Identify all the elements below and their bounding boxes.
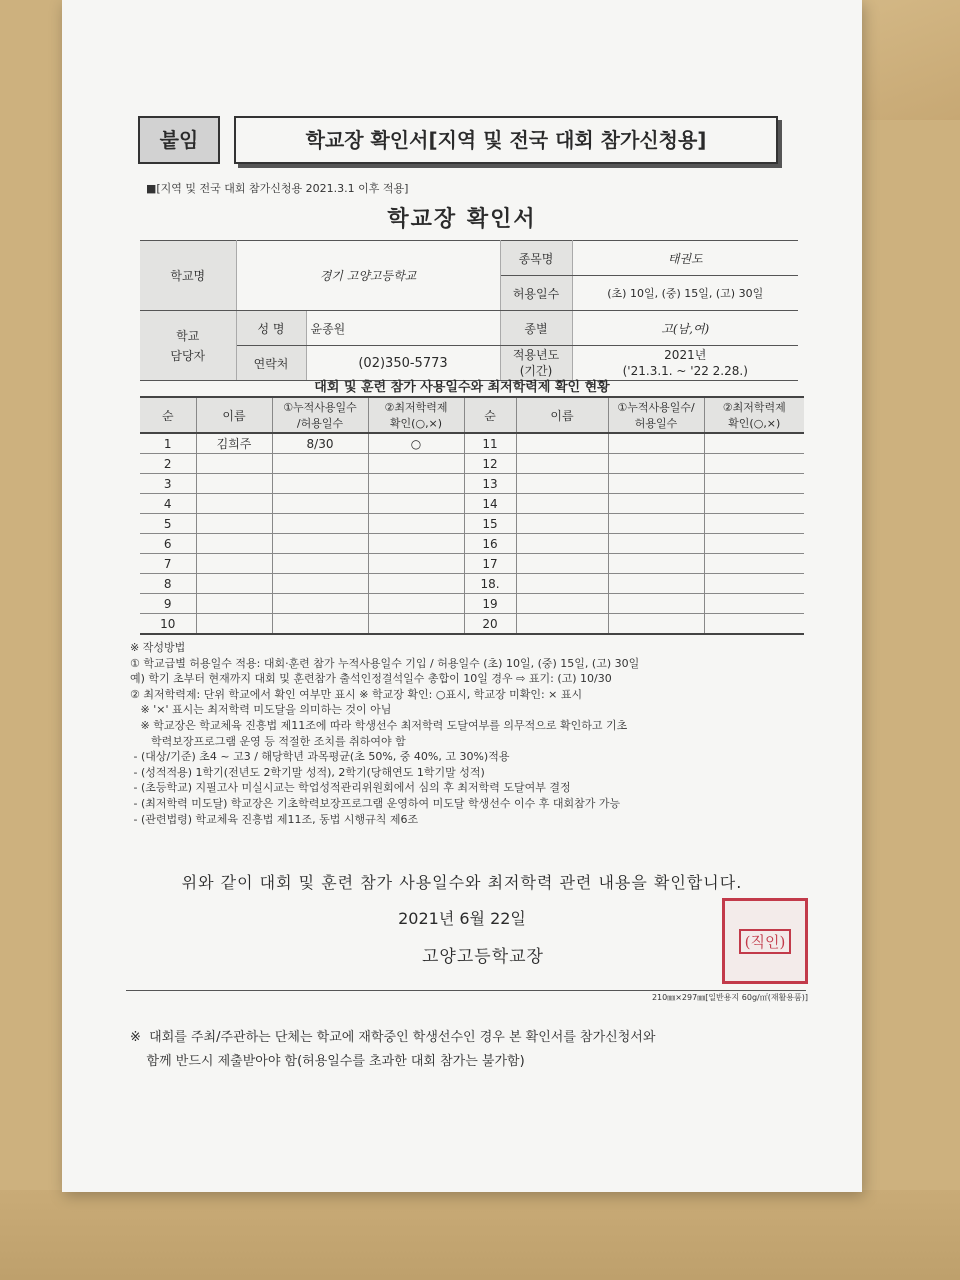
roster-left-name — [196, 554, 272, 574]
roster-right-check — [704, 614, 804, 635]
attachment-tag: 붙임 — [138, 116, 220, 164]
roster-left-name — [196, 494, 272, 514]
roster-right-check — [704, 534, 804, 554]
roster-right-check — [704, 514, 804, 534]
roster-left-name — [196, 534, 272, 554]
roster-right-check — [704, 494, 804, 514]
roster-right-used — [608, 454, 704, 474]
roster-left-name: 김희주 — [196, 433, 272, 454]
roster-left-name — [196, 574, 272, 594]
manager-name: 윤종원 — [306, 311, 500, 346]
sport-label: 종목명 — [500, 241, 572, 276]
roster-left-used — [272, 494, 368, 514]
roster-left-used — [272, 454, 368, 474]
roster-row — [140, 554, 804, 574]
roster-right-check — [704, 574, 804, 594]
footer-line: 함께 반드시 제출받아야 함(허용일수를 초과한 대회 참가는 불가함) — [130, 1054, 525, 1069]
name-label: 성 명 — [236, 311, 306, 346]
roster-left-check — [368, 454, 464, 474]
roster-left-no: 2 — [140, 454, 196, 474]
paper-spec: 210㎜×297㎜[일반용지 60g/㎡(재활용품)] — [651, 993, 808, 1002]
roster-left-name — [196, 614, 272, 635]
manager-label: 학교 담당자 — [140, 311, 236, 381]
instruction-line: 학력보장프로그램 운영 등 적절한 조치를 취하여야 함 — [130, 734, 406, 748]
roster-row — [140, 474, 804, 494]
form-title-box: 학교장 확인서[지역 및 전국 대회 참가신청용] — [234, 116, 778, 164]
roster-left-used — [272, 534, 368, 554]
header-name-right: 이름 — [516, 397, 608, 433]
roster-left-used — [272, 514, 368, 534]
official-seal — [722, 898, 808, 984]
roster-left-check — [368, 534, 464, 554]
roster-row — [140, 494, 804, 514]
roster-header-row — [140, 397, 804, 433]
roster-left-name — [196, 454, 272, 474]
category-label: 종별 — [500, 311, 572, 346]
roster-right-no: 13 — [464, 474, 516, 494]
contact-label: 연락처 — [236, 346, 306, 381]
roster-left-no: 1 — [140, 433, 196, 454]
instruction-line: ※ 학교장은 학교체육 진흥법 제11조에 따라 학생선수 최저학력 도달여부를 의무적으로 확인하고 기초 — [130, 718, 628, 732]
writing-instructions — [130, 640, 830, 827]
document-paper — [62, 0, 862, 1192]
roster-right-check — [704, 594, 804, 614]
roster-right-no: 11 — [464, 433, 516, 454]
roster-table — [140, 396, 804, 635]
roster-left-name — [196, 474, 272, 494]
instruction-line: - (최저학력 미도달) 학교장은 기초학력보장프로그램 운영하여 미도달 학생선수 이수 후 대회참가 가능 — [130, 796, 621, 810]
roster-row — [140, 514, 804, 534]
header-used-right: ①누적사용일수/ 허용일수 — [608, 397, 704, 433]
envelope-bottom — [0, 1190, 960, 1280]
roster-right-used — [608, 554, 704, 574]
roster-left-no: 5 — [140, 514, 196, 534]
roster-right-used — [608, 594, 704, 614]
applies-note: ■[지역 및 전국 대회 참가신청용 2021.3.1 이후 적용] — [146, 182, 409, 195]
roster-right-no: 16 — [464, 534, 516, 554]
roster-right-no: 17 — [464, 554, 516, 574]
roster-right-name — [516, 474, 608, 494]
header-check: ②최저학력제 확인(○,×) — [368, 397, 464, 433]
seal-label: (직인) — [739, 929, 792, 954]
roster-left-check: ○ — [368, 433, 464, 454]
roster-row — [140, 534, 804, 554]
roster-body — [140, 433, 804, 634]
roster-left-used — [272, 474, 368, 494]
roster-left-name — [196, 514, 272, 534]
roster-left-no: 10 — [140, 614, 196, 635]
roster-right-no: 12 — [464, 454, 516, 474]
category-value: 고(남,여) — [572, 311, 798, 346]
roster-right-check — [704, 433, 804, 454]
roster-row — [140, 454, 804, 474]
roster-left-check — [368, 514, 464, 534]
school-info-table — [140, 240, 798, 381]
instruction-line: - (초등학교) 지필고사 미실시교는 학업성적관리위원회에서 심의 후 최저학력 도달여부 결정 — [130, 781, 571, 795]
roster-left-used — [272, 594, 368, 614]
roster-right-used — [608, 433, 704, 454]
header-used: ①누적사용일수 /허용일수 — [272, 397, 368, 433]
instruction-line: - (대상/기준) 초4 ~ 고3 / 해당학년 과목평균(초 50%, 중 40%, 고 30%)적용 — [130, 750, 510, 764]
roster-right-name — [516, 554, 608, 574]
period-value: ('21.3.1. ~ '22 2.28.) — [622, 364, 748, 378]
instruction-line: ② 최저학력제: 단위 학교에서 확인 여부만 표시 ※ 학교장 확인: ○표시, 학교장 미확인: × 표시 — [130, 687, 583, 701]
roster-right-no: 18. — [464, 574, 516, 594]
roster-right-used — [608, 534, 704, 554]
header-seq-right: 순 — [464, 397, 516, 433]
roster-left-check — [368, 554, 464, 574]
year-label: 적용년도 (기간) — [500, 346, 572, 381]
roster-right-name — [516, 534, 608, 554]
roster-right-no: 20 — [464, 614, 516, 635]
roster-left-used — [272, 614, 368, 635]
roster-right-used — [608, 494, 704, 514]
roster-right-name — [516, 594, 608, 614]
roster-right-check — [704, 454, 804, 474]
principal-title: 고양고등학교장 — [422, 947, 544, 967]
school-value: 경기 고양고등학교 — [236, 241, 500, 311]
roster-right-no: 19 — [464, 594, 516, 614]
roster-right-name — [516, 614, 608, 635]
document-title: 학교장 확인서 — [387, 207, 537, 232]
roster-left-name — [196, 594, 272, 614]
roster-right-used — [608, 574, 704, 594]
instruction-line: - (관련법령) 학교체육 진흥법 제11조, 동법 시행규칙 제6조 — [130, 812, 419, 826]
year-value: 2021년 — [664, 348, 707, 362]
issue-date: 2021년 6월 22일 — [398, 909, 526, 928]
roster-left-used — [272, 574, 368, 594]
roster-left-check — [368, 594, 464, 614]
header-seq: 순 — [140, 397, 196, 433]
roster-right-name — [516, 574, 608, 594]
roster-right-used — [608, 614, 704, 635]
header-check-right: ②최저학력제 확인(○,×) — [704, 397, 804, 433]
roster-right-no: 14 — [464, 494, 516, 514]
roster-row — [140, 433, 804, 454]
roster-section-title: 대회 및 훈련 참가 사용일수와 최저학력제 확인 현황 — [314, 380, 610, 395]
instruction-line: ※ 작성방법 — [130, 641, 186, 654]
roster-right-name — [516, 514, 608, 534]
roster-row — [140, 594, 804, 614]
divider-line — [126, 990, 806, 991]
roster-left-no: 9 — [140, 594, 196, 614]
roster-right-used — [608, 514, 704, 534]
roster-right-name — [516, 494, 608, 514]
roster-left-check — [368, 614, 464, 635]
roster-left-used — [272, 554, 368, 574]
roster-left-used: 8/30 — [272, 433, 368, 454]
roster-right-check — [704, 554, 804, 574]
roster-left-check — [368, 474, 464, 494]
sport-value: 태권도 — [572, 241, 798, 276]
roster-left-no: 8 — [140, 574, 196, 594]
allowed-days-value: (초) 10일, (중) 15일, (고) 30일 — [572, 276, 798, 311]
roster-right-check — [704, 474, 804, 494]
roster-left-check — [368, 574, 464, 594]
instruction-line: 예) 학기 초부터 현재까지 대회 및 훈련참가 출석인정결석일수 총합이 10일 경우 ⇨ 표기: (고) 10/30 — [130, 672, 612, 686]
roster-right-name — [516, 454, 608, 474]
roster-right-used — [608, 474, 704, 494]
roster-right-name — [516, 433, 608, 454]
footer-line: ※ 대회를 주최/주관하는 단체는 학교에 재학중인 학생선수인 경우 본 확인서를 참가신청서와 — [130, 1030, 656, 1045]
confirmation-statement: 위와 같이 대회 및 훈련 참가 사용일수와 최저학력 관련 내용을 확인합니다. — [181, 873, 743, 892]
roster-left-no: 7 — [140, 554, 196, 574]
roster-left-check — [368, 494, 464, 514]
roster-left-no: 4 — [140, 494, 196, 514]
contact-value: (02)350-5773 — [306, 346, 500, 381]
instruction-line: ※ '×' 표시는 최저학력 미도달을 의미하는 것이 아님 — [130, 703, 392, 717]
roster-left-no: 3 — [140, 474, 196, 494]
roster-row — [140, 574, 804, 594]
instruction-line: ① 학교급별 허용일수 적용: 대회·훈련 참가 누적사용일수 기입 / 허용일수 (초) 10일, (중) 15일, (고) 30일 — [130, 656, 640, 670]
roster-right-no: 15 — [464, 514, 516, 534]
school-label: 학교명 — [140, 241, 236, 311]
allowed-days-label: 허용일수 — [500, 276, 572, 311]
footer-note — [130, 1026, 850, 1074]
roster-left-no: 6 — [140, 534, 196, 554]
instruction-line: - (성적적용) 1학기(전년도 2학기말 성적), 2학기(당해연도 1학기말 성적) — [130, 765, 485, 779]
roster-row — [140, 614, 804, 635]
header-name: 이름 — [196, 397, 272, 433]
